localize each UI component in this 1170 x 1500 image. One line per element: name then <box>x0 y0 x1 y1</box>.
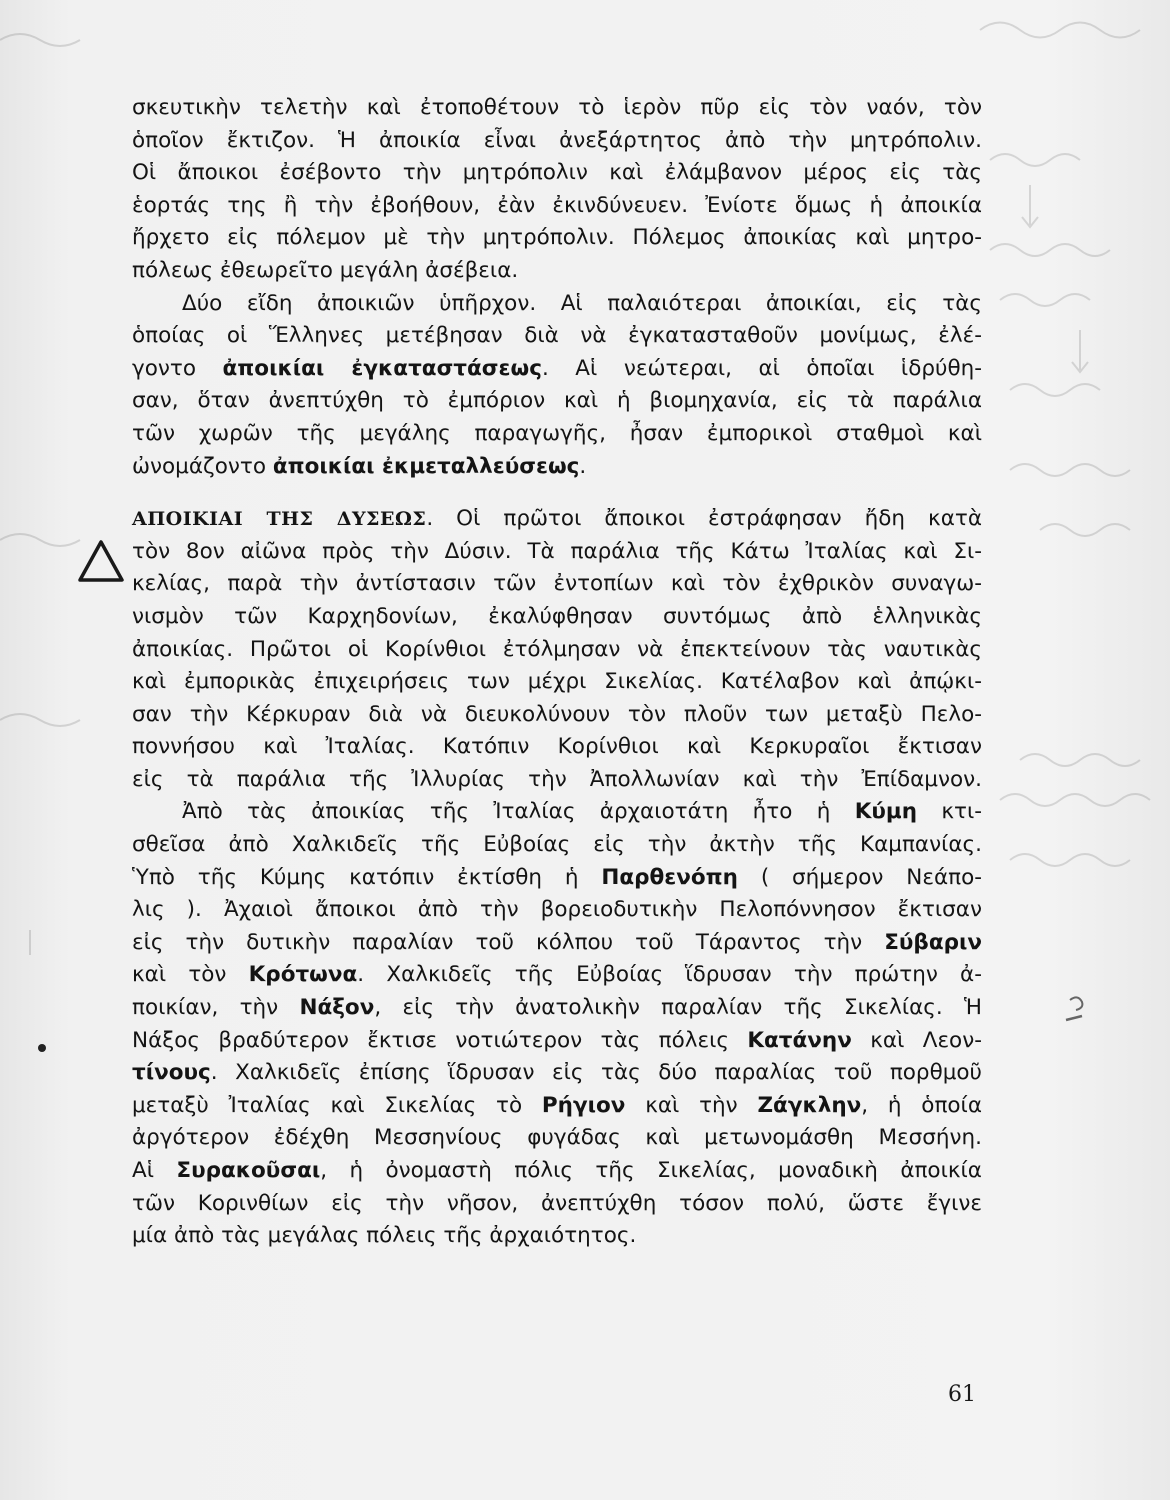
text-line: ἀποικίας. Πρῶτοι οἱ Κορίνθιοι ἐτόλμησαν νὰ ἐπεκτείνουν τὰς ναυτικὰς <box>132 636 982 662</box>
text-line: σαν τὴν Κέρκυραν διὰ νὰ διευκολύνουν τὸν πλοῦν των μεταξὺ Πελο- <box>132 701 982 727</box>
text-line: τὸν 8ον αἰῶνα πρὸς τὴν Δύσιν. Τὰ παράλια τῆς Κάτω Ἰταλίας καὶ Σι- <box>132 538 982 564</box>
text-line: νισμὸν τῶν Καρχηδονίων, ἐκαλύφθησαν συντόμως ἀπὸ ἑλληνικὰς <box>132 603 982 629</box>
text-line: Οἱ ἄποικοι ἐσέβοντο τὴν μητρόπολιν καὶ ἐλάμβανον μέρος εἰς τὰς <box>132 160 982 186</box>
text-line: ὁποίας οἱ Ἕλληνες μετέβησαν διὰ νὰ ἐγκατασταθοῦν μονίμως, ἐλέ- <box>132 323 982 349</box>
section-west-colonies <box>132 503 982 796</box>
text-line: μεταξὺ Ἰταλίας καὶ Σικελίας τὸ Ρήγιον καὶ τὴν Ζάγκλην, ἡ ὁποία <box>132 1092 982 1118</box>
text-line: ποννήσου καὶ Ἰταλίας. Κατόπιν Κορίνθιοι καὶ Κερκυραῖοι ἔκτισαν <box>132 734 982 760</box>
text-line: ἑορτάς της ἢ τὴν ἐβοήθουν, ἐὰν ἐκινδύνευεν. Ἐνίοτε ὅμως ἡ ἀποικία <box>132 192 982 218</box>
place-syracuse: Συρακοῦσαι <box>176 1158 321 1183</box>
section-heading: ΑΠΟΙΚΙΑΙ ΤΗΣ ΔΥΣΕΩΣ <box>132 508 427 531</box>
ink-dot <box>38 1044 46 1052</box>
text-line: Ὑπὸ τῆς Κύμης κατόπιν ἐκτίσθη ἡ Παρθενόπη ( σήμερον Νεάπο- <box>132 864 982 890</box>
text-line: Δύο εἴδη ἀποικιῶν ὑπῆρχον. Αἱ παλαιότεραι ἀποικίαι, εἰς τὰς <box>182 290 982 316</box>
text-line: σαν, ὅταν ἀνεπτύχθη τὸ ἐμπόριον καὶ ἡ βιομηχανία, εἰς τὰ παράλια <box>132 388 982 414</box>
text-line: σκευτικὴν τελετὴν καὶ ἐτοποθέτουν τὸ ἱερὸν πῦρ εἰς τὸν ναόν, τὸν <box>132 95 982 120</box>
place-leontinoi: τίνους <box>132 1060 211 1086</box>
text-line: σθεῖσα ἀπὸ Χαλκιδεῖς τῆς Εὐβοίας εἰς τὴν ἀκτὴν τῆς Καμπανίας. <box>132 832 982 858</box>
page-body <box>132 92 982 1253</box>
text-line: Αἱ Συρακοῦσαι, ἡ ὀνομαστὴ πόλις τῆς Σικελίας, μοναδικὴ ἀποικία <box>132 1158 982 1183</box>
text-line: ΑΠΟΙΚΙΑΙ ΤΗΣ ΔΥΣΕΩΣ. Οἱ πρῶτοι ἄποικοι ἐστράφησαν ἤδη κατὰ <box>132 506 982 532</box>
text-line: τίνους. Χαλκιδεῖς ἐπίσης ἵδρυσαν εἰς τὰς δύο παραλίας τοῦ πορθμοῦ <box>132 1060 982 1086</box>
term-settlement-colonies: ἀποικίαι ἐγκαταστάσεως <box>222 355 542 381</box>
text-line: ποικίαν, τὴν Νάξον, εἰς τὴν ἀνατολικὴν παραλίαν τῆς Σικελίας. Ἡ <box>132 995 982 1021</box>
text-line: ἤρχετο εἰς πόλεμον μὲ τὴν μητρόπολιν. Πόλεμος ἀποικίας καὶ μητρο- <box>132 225 982 251</box>
paragraph-2 <box>132 288 982 484</box>
place-parthenope: Παρθενόπη <box>601 864 738 890</box>
place-zankle: Ζάγκλην <box>757 1092 862 1118</box>
text-line: εἰς τὰ παράλια τῆς Ἰλλυρίας τὴν Ἀπολλωνίαν καὶ τὴν Ἐπίδαμνον. <box>132 766 982 792</box>
text-line: πόλεως ἐθεωρεῖτο μεγάλη ἀσέβεια. <box>132 257 519 283</box>
text-line: γοντο ἀποικίαι ἐγκαταστάσεως. Αἱ νεώτεραι, αἱ ὁποῖαι ἱδρύθη- <box>132 355 982 381</box>
page-number: 61 <box>948 1382 976 1407</box>
paragraph-1 <box>132 92 982 288</box>
delta-marker-icon <box>76 538 126 584</box>
text-line: εἰς τὴν δυτικὴν παραλίαν τοῦ κόλπου τοῦ Τάραντος τὴν Σύβαριν <box>132 929 982 955</box>
text-line: τῶν χωρῶν τῆς μεγάλης παραγωγῆς, ἦσαν ἐμπορικοὶ σταθμοὶ καὶ <box>132 420 982 446</box>
place-sybaris: Σύβαριν <box>884 929 982 955</box>
paragraph-4 <box>132 796 982 1252</box>
place-kroton: Κρότωνα <box>248 962 358 988</box>
text-line: ὁποῖον ἔκτιζον. Ἡ ἀποικία εἶναι ἀνεξάρτητος ἀπὸ τὴν μητρόπολιν. <box>132 127 982 153</box>
text-line: Ἀπὸ τὰς ἀποικίας τῆς Ἰταλίας ἀρχαιοτάτη ἦτο ἡ Κύμη κτι- <box>182 799 983 825</box>
place-naxos: Νάξον <box>299 995 375 1021</box>
text-line: Νάξος βραδύτερον ἔκτισε νοτιώτερον τὰς πόλεις Κατάνην καὶ Λεον- <box>132 1027 982 1053</box>
place-katane: Κατάνην <box>747 1027 852 1053</box>
place-kyme: Κύμη <box>854 799 918 825</box>
text-line: τῶν Κορινθίων εἰς τὴν νῆσον, ἀνεπτύχθη τόσον πολύ, ὥστε ἔγινε <box>132 1190 982 1216</box>
place-rhegion: Ρήγιον <box>541 1092 626 1118</box>
term-exploitation-colonies: ἀποικίαι ἐκμεταλλεύσεως <box>272 453 580 479</box>
text-line: κελίας, παρὰ τὴν ἀντίστασιν τῶν ἐντοπίων καὶ τὸν ἐχθρικὸν συναγω- <box>132 571 982 597</box>
text-line: καὶ ἐμπορικὰς ἐπιχειρήσεις των μέχρι Σικελίας. Κατέλαβον καὶ ἀπῴκι- <box>132 669 982 695</box>
text-line: λις ). Ἀχαιοὶ ἄποικοι ἀπὸ τὴν βορειοδυτικὴν Πελοπόννησον ἔκτισαν <box>132 897 982 923</box>
pencil-mark-icon <box>1062 992 1092 1028</box>
text-line: καὶ τὸν Κρότωνα. Χαλκιδεῖς τῆς Εὐβοίας ἵδρυσαν τὴν πρώτην ἀ- <box>132 962 982 988</box>
text-line: ὠνομάζοντο ἀποικίαι ἐκμεταλλεύσεως. <box>132 453 587 479</box>
text-line: ἀργότερον ἐδέχθη Μεσσηνίους φυγάδας καὶ μετωνομάσθη Μεσσήνη. <box>132 1125 982 1151</box>
text-line: μία ἀπὸ τὰς μεγάλας πόλεις τῆς ἀρχαιότητος. <box>132 1223 637 1249</box>
